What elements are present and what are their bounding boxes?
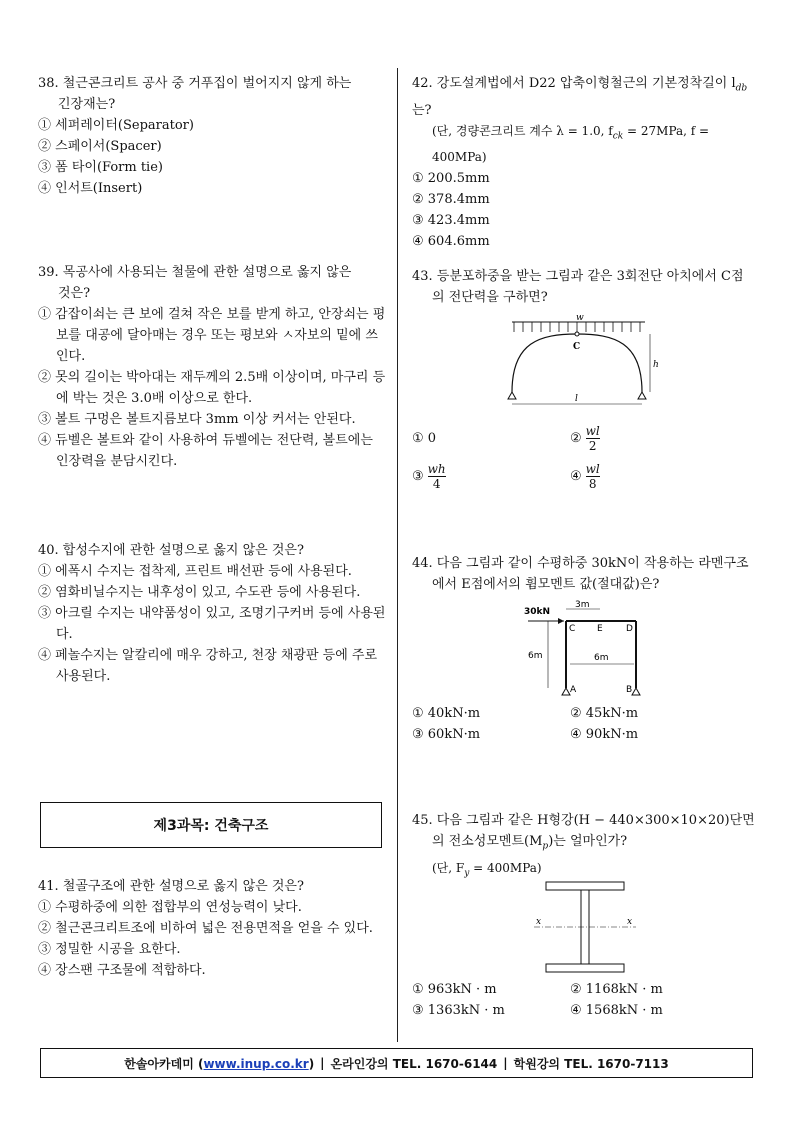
q43-option-2-label: ② [570,430,582,446]
q38-stem-line2: 긴장재는? [58,97,116,112]
q43-stem-line2: 의 전단력을 구하면? [432,290,548,305]
arch-hinge-c [575,332,579,336]
frame-support-b [632,688,640,695]
q43-stem-line1: 43. 등분포하중을 받는 그림과 같은 3회전단 아치에서 C점 [412,269,744,284]
frame-label-c: C [569,624,576,634]
question-40 [38,540,388,687]
arch-label-w: w [576,313,584,323]
q45-stem-line2 [412,831,757,858]
q44-options [412,703,757,745]
q45-note-end: = 400MPa) [469,860,542,875]
q38-stem [38,73,388,94]
q43-option-3-num: wh [427,461,446,476]
q44-option-3[interactable]: ③ 60kN·m [412,727,481,742]
q42-note-subscript: ck [612,130,624,141]
question-39 [38,262,388,472]
question-41 [38,876,388,981]
footer-academy-name: 한솔아카데미 ( [124,1056,204,1071]
q42-option-3[interactable]: ③ 423.4mm [412,212,490,228]
q43-option-2-num: wl [585,423,600,438]
arch-diagram [500,312,670,412]
arch-support-left [508,392,516,399]
q45-option-2[interactable]: ② 1168kN · m [570,982,663,997]
q40-option-2[interactable]: ② 염화비닐수지는 내후성이 있고, 수도관 등에 사용된다. [38,585,361,600]
q42-option-1[interactable]: ① 200.5mm [412,170,490,186]
q41-option-1[interactable]: ① 수평하중에 의한 접합부의 연성능력이 낮다. [38,900,302,915]
q45-stem-line1: 45. 다음 그림과 같은 H형강(H − 440×300×10×20)단면 [412,813,755,828]
q41-stem: 41. 철골구조에 관한 설명으로 옳지 않은 것은? [38,879,304,894]
q44-stem-line2: 에서 E점에서의 휨모멘트 값(절대값)은? [432,577,660,592]
arch-label-h: h [653,360,659,370]
q45-option-4[interactable]: ④ 1568kN · m [570,1003,663,1018]
q44-option-2[interactable]: ② 45kN·m [570,706,639,721]
q40-option-3[interactable]: ③ 아크릴 수지는 내약품성이 있고, 조명기구커버 등에 사용된다. [38,606,386,642]
arch-load-arrows [514,322,640,332]
q41-option-2[interactable]: ② 철근콘크리트조에 비하여 넓은 전용면적을 얻을 수 있다. [38,921,373,936]
q43-option-3-den: 4 [432,476,441,491]
q43-option-1[interactable]: ① 0 [412,430,437,446]
q38-option-1[interactable]: ① 세퍼레이터(Separator) [38,118,194,133]
frame-label-b: B [626,685,633,695]
frame-label-a: A [570,685,577,695]
q42-stem-end: 는? [412,102,432,118]
q39-stem-line1: 39. 목공사에 사용되는 철물에 관한 설명으로 옳지 않은 [38,265,352,280]
q42-note-end: = 27MPa, f = 400MPa) [432,123,710,164]
q44-option-4[interactable]: ④ 90kN·m [570,727,639,742]
footer-website-link[interactable]: www.inup.co.kr [203,1056,309,1071]
q45-note-subscript: y [464,867,470,878]
h-section-top-flange [546,882,624,890]
arch-support-right [638,392,646,399]
q42-stem-text: 42. 강도설계법에서 D22 압축이형철근의 기본정착길이 l [412,76,736,91]
q43-option-2-fraction [586,424,600,453]
q43-option-4-den: 8 [588,476,597,491]
q44-stem-line1: 44. 다음 그림과 같이 수평하중 30kN이 작용하는 라멘구조 [412,556,749,571]
question-44 [412,553,757,595]
q39-option-2[interactable]: ② 못의 길이는 박아대는 재두께의 2.5배 이상이며, 마구리 등에 박는 것은 3.0배 이상으로 한다. [38,370,386,406]
q43-option-3-fraction [428,462,446,491]
q42-option-4[interactable]: ④ 604.6mm [412,233,490,249]
frame-diagram [520,596,650,700]
frame-label-load: 30kN [524,607,551,617]
q43-option-2-den: 2 [588,438,597,453]
q45-note-text: (단, F [432,860,465,875]
q42-option-2[interactable]: ② 378.4mm [412,191,490,207]
q38-option-2[interactable]: ② 스페이서(Spacer) [38,139,162,154]
footer-separator-1: | [320,1056,325,1070]
subject-heading-label: 제3과목: 건축구조 [153,818,269,834]
h-section-label-x-right: x [627,917,633,927]
q40-stem: 40. 합성수지에 관한 설명으로 옳지 않은 것은? [38,543,304,558]
page-footer [40,1048,753,1078]
q45-stem-line2-text: 의 전소성모멘트(M [432,834,543,849]
q38-stem-line1: 38. 철근콘크리트 공사 중 거푸집이 벌어지지 않게 하는 [38,76,352,91]
q41-option-3[interactable]: ③ 정밀한 시공을 요한다. [38,942,181,957]
arch-label-l: l [575,394,578,404]
footer-academy [124,1055,314,1072]
q45-option-1[interactable]: ① 963kN · m [412,982,497,997]
q43-option-4[interactable] [570,462,600,491]
q45-stem-line2-end: )는 얼마인가? [548,834,628,849]
q43-option-4-fraction [586,462,600,491]
q38-option-4[interactable]: ④ 인서트(Insert) [38,181,143,196]
q43-option-2[interactable] [570,424,600,453]
footer-academy-close: ) [308,1056,315,1071]
question-43 [412,266,757,308]
h-section-diagram [530,878,650,976]
q44-option-1[interactable]: ① 40kN·m [412,706,481,721]
q43-options [412,422,757,494]
frame-label-6m-left: 6m [528,651,543,661]
h-section-bottom-flange [546,964,624,972]
frame-label-d: D [626,624,633,634]
q45-options [412,979,757,1021]
q43-option-3[interactable] [412,462,570,491]
frame-load-arrowhead [558,618,564,624]
h-section-label-x-left: x [536,917,542,927]
q39-stem-line2: 것은? [58,286,91,301]
q43-option-3-label: ③ [412,468,424,484]
q40-option-1[interactable]: ① 에폭시 수지는 접착제, 프린트 배선판 등에 사용된다. [38,564,352,579]
q42-note-text: (단, 경량콘크리트 계수 λ = 1.0, f [432,123,613,138]
question-45 [412,810,757,884]
q42-note [412,121,757,168]
frame-label-e: E [597,624,603,634]
q39-option-1[interactable]: ① 감잡이쇠는 큰 보에 걸쳐 작은 보를 받게 하고, 안장쇠는 평보를 대공에 달아매는 경우 또는 평보와 ㅅ자보의 밑에 쓰인다. [38,307,386,364]
frame-label-3m: 3m [575,600,590,610]
footer-online-phone: 온라인강의 TEL. 1670-6144 [330,1056,498,1071]
frame-label-6m-mid: 6m [594,653,609,663]
subject-heading [40,802,382,848]
q39-option-4[interactable]: ④ 듀벨은 볼트와 같이 사용하여 듀벨에는 전단력, 볼트에는 인장력을 분담시킨다. [38,433,373,469]
q43-option-4-label: ④ [570,468,582,484]
q38-option-3[interactable]: ③ 폼 타이(Form tie) [38,160,163,175]
q45-stem-subscript: p [542,841,549,852]
q39-option-3[interactable]: ③ 볼트 구멍은 볼트지름보다 3mm 이상 커서는 안된다. [38,412,356,427]
q40-option-4[interactable]: ④ 페놀수지는 알칼리에 매우 강하고, 천장 채광판 등에 주로 사용된다. [38,648,378,684]
frame-support-a [562,688,570,695]
arch-label-c: C [573,342,581,352]
footer-offline-phone: 학원강의 TEL. 1670-7113 [513,1056,669,1071]
q45-option-3[interactable]: ③ 1363kN · m [412,1003,505,1018]
column-divider [397,68,398,1042]
q43-option-4-num: wl [585,461,600,476]
q41-option-4[interactable]: ④ 장스팬 구조물에 적합하다. [38,963,206,978]
q42-stem [412,73,757,121]
question-42 [412,73,757,252]
question-38 [38,73,388,199]
footer-separator-2: | [503,1056,508,1070]
q42-stem-subscript: db [735,83,748,94]
